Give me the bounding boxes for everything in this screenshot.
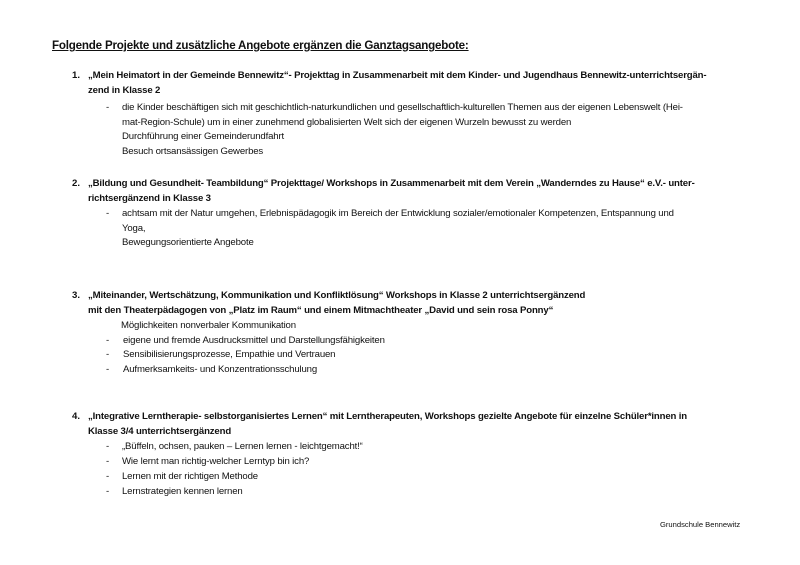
list-item-text: Wie lernt man richtig-welcher Lerntyp bin ich? [122,456,310,467]
bullet-dash: - [106,471,110,482]
footer-school-name: Grundschule Bennewitz [660,520,741,529]
list-item-text: eigene und fremde Ausdrucksmittel und Darstellungsfähigkeiten [123,335,385,346]
section-heading: richtsergänzend in Klasse 3 [88,193,211,204]
section-heading: Klasse 3/4 unterrichtsergänzend [88,426,232,437]
list-item-text: Besuch ortsansässigen Gewerbes [122,146,264,157]
bullet-dash: - [106,208,110,219]
list-item-text: „Büffeln, ochsen, pauken – Lernen lernen - leichtgemacht!“ [122,441,363,452]
section-number: 2. [72,178,81,189]
section-heading: „Miteinander, Wertschätzung, Kommunikation und Konfliktlösung“ Workshops in Klasse 2 unterrichtsergänzend [88,290,586,301]
document-title: Folgende Projekte und zusätzliche Angebote ergänzen die Ganztagsangebote: [52,39,469,52]
section-heading: „Integrative Lerntherapie- selbstorganisiertes Lernen“ mit Lerntherapeuten, Workshops gezielte Angebote für einzelne Schüler*innen in [88,411,687,422]
section-number: 3. [72,290,81,301]
list-item-text: Durchführung einer Gemeinderundfahrt [122,131,285,142]
list-item-text: Lernen mit der richtigen Methode [122,471,258,482]
section-intro: Möglichkeiten nonverbaler Kommunikation [121,320,296,331]
bullet-dash: - [106,486,110,497]
bullet-dash: - [106,349,110,360]
list-item-text: die Kinder beschäftigen sich mit geschichtlich-naturkundlichen und gesellschaftlich-kulturellen Themen aus der eigenen Lebenswelt (Hei- [122,102,683,113]
bullet-dash: - [106,441,110,452]
list-item-text: Sensibilisierungsprozesse, Empathie und Vertrauen [123,349,336,360]
section-heading: mit den Theaterpädagogen von „Platz im Raum“ und einem Mitmachtheater „David und sein rosa Ponny“ [88,305,554,316]
list-item-text: achtsam mit der Natur umgehen, Erlebnispädagogik im Bereich der Entwicklung sozialer/emotionaler Kompetenzen, Entspannung und [122,208,674,219]
list-item-text: Yoga, [122,223,146,234]
list-item-text: Aufmerksamkeits- und Konzentrationsschulung [123,364,318,375]
section-number: 4. [72,411,81,422]
section-heading: zend in Klasse 2 [88,85,161,96]
list-item-text: Bewegungsorientierte Angebote [122,237,254,248]
section-number: 1. [72,70,81,81]
bullet-dash: - [106,456,110,467]
bullet-dash: - [106,102,110,113]
bullet-dash: - [106,364,110,375]
section-heading: „Bildung und Gesundheit- Teambildung“ Projekttage/ Workshops in Zusammenarbeit mit dem Verein „Wanderndes zu Hause“ e.V.- unter- [88,178,695,189]
list-item-text: mat-Region-Schule) um in einer zunehmend globalisierten Welt sich der eigenen Wurzeln bewusst zu werden [122,117,572,128]
bullet-dash: - [106,335,110,346]
list-item-text: Lernstrategien kennen lernen [122,486,243,497]
section-heading: „Mein Heimatort in der Gemeinde Bennewitz“- Projekttag in Zusammenarbeit mit dem Kinder- und Jugendhaus Bennewitz-unterrichtsergän- [88,70,707,81]
